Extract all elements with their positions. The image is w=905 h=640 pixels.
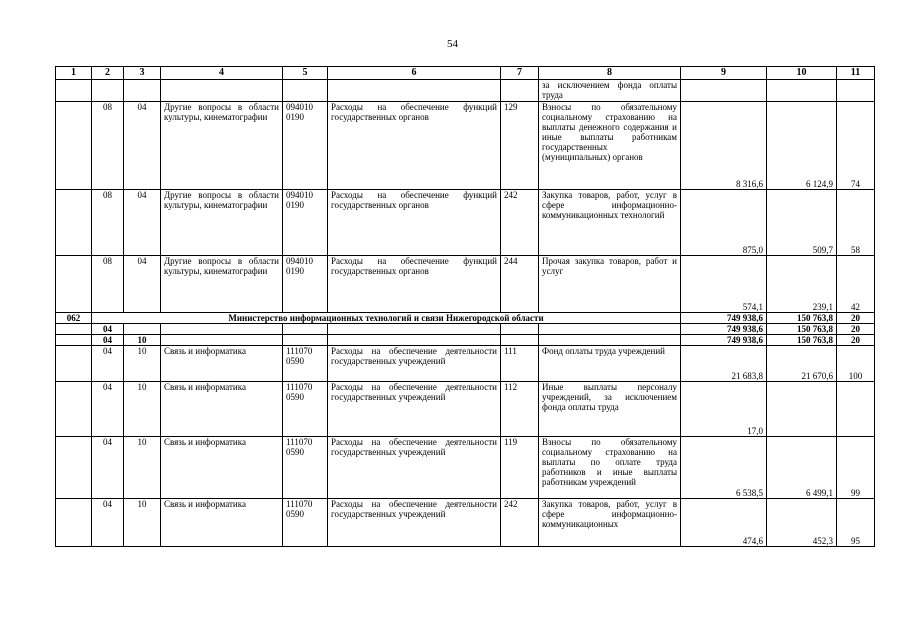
cell-col-11 bbox=[837, 382, 875, 437]
ministry-row bbox=[56, 313, 875, 324]
cell-col-6: Расходы на обеспечение деятельности государственных учреждений bbox=[328, 499, 501, 547]
table-row bbox=[56, 256, 875, 313]
cell-col-6 bbox=[328, 324, 501, 335]
cell-col-8: за исключением фонда оплаты труда bbox=[539, 80, 681, 102]
cell-col-7: 129 bbox=[501, 102, 539, 190]
cell-col-3: 10 bbox=[124, 437, 161, 499]
section-code: 04 bbox=[92, 324, 124, 335]
cell-col-6: Расходы на обеспечение деятельности государственных учреждений bbox=[328, 346, 501, 382]
cell-col-10: 6 499,1 bbox=[767, 437, 837, 499]
cell-col-7: 119 bbox=[501, 437, 539, 499]
column-header: 8 bbox=[539, 67, 681, 80]
cell-col-5: 111070 0590 bbox=[283, 499, 328, 547]
cell-col-8: Прочая закупка товаров, работ и услуг bbox=[539, 256, 681, 313]
cell-col-7 bbox=[501, 335, 539, 346]
column-header: 10 bbox=[767, 67, 837, 80]
cell-col-3 bbox=[124, 80, 161, 102]
cell-col-9: 574,1 bbox=[681, 256, 767, 313]
cell-col-5: 111070 0590 bbox=[283, 382, 328, 437]
section-total-11: 20 bbox=[837, 324, 875, 335]
ministry-total-11: 20 bbox=[837, 313, 875, 324]
cell-col-9: 875,0 bbox=[681, 190, 767, 256]
column-header: 11 bbox=[837, 67, 875, 80]
cell-col-4: Связь и информатика bbox=[161, 346, 283, 382]
cell-col-5 bbox=[283, 324, 328, 335]
cell-col-6: Расходы на обеспечение деятельности государственных учреждений bbox=[328, 382, 501, 437]
cell-col-8: Закупка товаров, работ, услуг в сфере информационно-коммуникационных bbox=[539, 499, 681, 547]
cell-col-7: 242 bbox=[501, 499, 539, 547]
section-row bbox=[56, 324, 875, 335]
cell-col-4 bbox=[161, 324, 283, 335]
cell-col-9: 474,6 bbox=[681, 499, 767, 547]
cell-col-3: 04 bbox=[124, 102, 161, 190]
cell-col-4: Другие вопросы в области культуры, кинематографии bbox=[161, 190, 283, 256]
cell-col-3: 10 bbox=[124, 382, 161, 437]
cell-col-4: Другие вопросы в области культуры, кинематографии bbox=[161, 102, 283, 190]
cell-col-11: 74 bbox=[837, 102, 875, 190]
cell-col-1 bbox=[56, 499, 92, 547]
table-row bbox=[56, 102, 875, 190]
subsection-row bbox=[56, 335, 875, 346]
cell-col-6 bbox=[328, 80, 501, 102]
cell-col-4: Связь и информатика bbox=[161, 382, 283, 437]
cell-col-3: 04 bbox=[124, 256, 161, 313]
subsection-code: 10 bbox=[124, 335, 161, 346]
column-header: 3 bbox=[124, 67, 161, 80]
ministry-total-10: 150 763,8 bbox=[767, 313, 837, 324]
cell-col-7: 112 bbox=[501, 382, 539, 437]
table-row bbox=[56, 346, 875, 382]
cell-col-3 bbox=[124, 324, 161, 335]
cell-col-10: 452,3 bbox=[767, 499, 837, 547]
table-row bbox=[56, 499, 875, 547]
table-row bbox=[56, 80, 875, 102]
cell-col-10 bbox=[767, 80, 837, 102]
cell-col-6: Расходы на обеспечение функций государственных органов bbox=[328, 190, 501, 256]
cell-col-9: 6 538,5 bbox=[681, 437, 767, 499]
subsection-total-11: 20 bbox=[837, 335, 875, 346]
cell-col-2 bbox=[92, 80, 124, 102]
cell-col-5: 094010 0190 bbox=[283, 190, 328, 256]
cell-col-8: Закупка товаров, работ, услуг в сфере информационно-коммуникационных технологий bbox=[539, 190, 681, 256]
cell-col-6 bbox=[328, 335, 501, 346]
cell-col-2: 08 bbox=[92, 190, 124, 256]
section-total-9: 749 938,6 bbox=[681, 324, 767, 335]
cell-col-9 bbox=[681, 80, 767, 102]
cell-col-6: Расходы на обеспечение деятельности государственных учреждений bbox=[328, 437, 501, 499]
cell-col-5: 094010 0190 bbox=[283, 256, 328, 313]
table-row bbox=[56, 437, 875, 499]
cell-col-11: 42 bbox=[837, 256, 875, 313]
cell-col-1 bbox=[56, 437, 92, 499]
cell-col-1 bbox=[56, 190, 92, 256]
cell-col-2: 04 bbox=[92, 499, 124, 547]
cell-col-4 bbox=[161, 335, 283, 346]
cell-col-8 bbox=[539, 324, 681, 335]
cell-col-7: 242 bbox=[501, 190, 539, 256]
cell-col-11 bbox=[837, 80, 875, 102]
cell-col-9: 8 316,6 bbox=[681, 102, 767, 190]
cell-col-11: 99 bbox=[837, 437, 875, 499]
table-header-row bbox=[56, 67, 875, 80]
ministry-code: 062 bbox=[56, 313, 92, 324]
column-header: 4 bbox=[161, 67, 283, 80]
cell-col-7: 111 bbox=[501, 346, 539, 382]
cell-col-6: Расходы на обеспечение функций государственных органов bbox=[328, 256, 501, 313]
column-header: 5 bbox=[283, 67, 328, 80]
table-row bbox=[56, 382, 875, 437]
cell-col-3: 04 bbox=[124, 190, 161, 256]
cell-col-2: 08 bbox=[92, 256, 124, 313]
cell-col-1 bbox=[56, 382, 92, 437]
cell-col-8: Взносы по обязательному социальному страхованию на выплаты денежного содержания и иные выплаты работникам государственных (муниципальных) органов bbox=[539, 102, 681, 190]
cell-col-11: 100 bbox=[837, 346, 875, 382]
column-header: 1 bbox=[56, 67, 92, 80]
cell-col-5 bbox=[283, 80, 328, 102]
table-row bbox=[56, 190, 875, 256]
cell-col-10: 509,7 bbox=[767, 190, 837, 256]
cell-col-2: 08 bbox=[92, 102, 124, 190]
cell-col-11: 95 bbox=[837, 499, 875, 547]
cell-col-8 bbox=[539, 335, 681, 346]
cell-col-10: 21 670,6 bbox=[767, 346, 837, 382]
cell-col-1 bbox=[56, 346, 92, 382]
cell-col-8: Взносы по обязательному социальному страхованию на выплаты по оплате труда работников и иные выплаты работникам учреждений bbox=[539, 437, 681, 499]
cell-col-1 bbox=[56, 335, 92, 346]
cell-col-10: 239,1 bbox=[767, 256, 837, 313]
subsection-section-code: 04 bbox=[92, 335, 124, 346]
column-header: 7 bbox=[501, 67, 539, 80]
cell-col-2: 04 bbox=[92, 382, 124, 437]
cell-col-11: 58 bbox=[837, 190, 875, 256]
cell-col-4: Другие вопросы в области культуры, кинематографии bbox=[161, 256, 283, 313]
subsection-total-10: 150 763,8 bbox=[767, 335, 837, 346]
budget-table bbox=[55, 66, 875, 547]
cell-col-8: Иные выплаты персоналу учреждений, за исключением фонда оплаты труда bbox=[539, 382, 681, 437]
cell-col-10: 6 124,9 bbox=[767, 102, 837, 190]
cell-col-7: 244 bbox=[501, 256, 539, 313]
cell-col-9: 17,0 bbox=[681, 382, 767, 437]
cell-col-5: 111070 0590 bbox=[283, 346, 328, 382]
cell-col-5: 111070 0590 bbox=[283, 437, 328, 499]
ministry-name: Министерство информационных технологий и связи Нижегородской области bbox=[92, 313, 681, 324]
ministry-total-9: 749 938,6 bbox=[681, 313, 767, 324]
cell-col-5 bbox=[283, 335, 328, 346]
column-header: 2 bbox=[92, 67, 124, 80]
page-number: 54 bbox=[447, 38, 458, 50]
column-header: 6 bbox=[328, 67, 501, 80]
section-total-10: 150 763,8 bbox=[767, 324, 837, 335]
cell-col-6: Расходы на обеспечение функций государственных органов bbox=[328, 102, 501, 190]
cell-col-2: 04 bbox=[92, 346, 124, 382]
cell-col-5: 094010 0190 bbox=[283, 102, 328, 190]
cell-col-8: Фонд оплаты труда учреждений bbox=[539, 346, 681, 382]
cell-col-1 bbox=[56, 324, 92, 335]
subsection-total-9: 749 938,6 bbox=[681, 335, 767, 346]
cell-col-1 bbox=[56, 80, 92, 102]
cell-col-4: Связь и информатика bbox=[161, 499, 283, 547]
cell-col-1 bbox=[56, 102, 92, 190]
cell-col-3: 10 bbox=[124, 499, 161, 547]
cell-col-9: 21 683,8 bbox=[681, 346, 767, 382]
cell-col-7 bbox=[501, 80, 539, 102]
cell-col-4: Связь и информатика bbox=[161, 437, 283, 499]
cell-col-1 bbox=[56, 256, 92, 313]
cell-col-3: 10 bbox=[124, 346, 161, 382]
cell-col-2: 04 bbox=[92, 437, 124, 499]
column-header: 9 bbox=[681, 67, 767, 80]
cell-col-4 bbox=[161, 80, 283, 102]
cell-col-7 bbox=[501, 324, 539, 335]
cell-col-10 bbox=[767, 382, 837, 437]
